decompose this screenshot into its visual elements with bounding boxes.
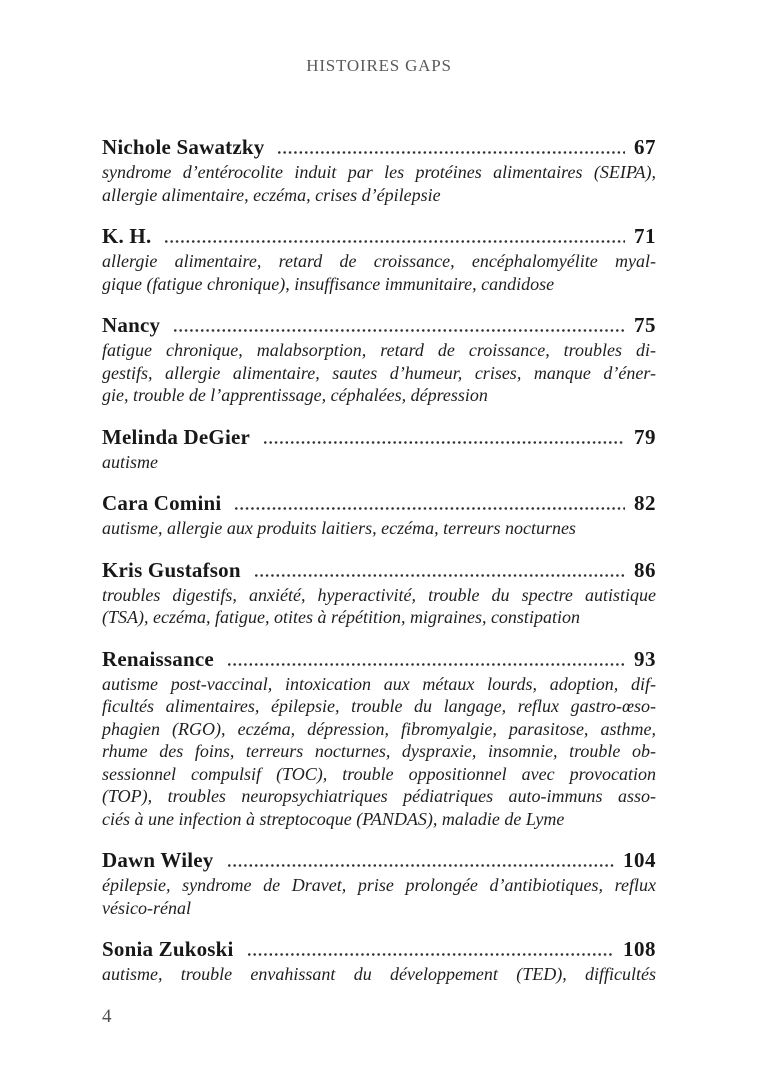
toc-entry-description (102, 161, 656, 206)
description-line: autisme, allergie aux produits laitiers, eczéma, terreurs nocturnes (102, 518, 576, 538)
toc-entry-description (102, 339, 656, 407)
description-line: gique (fatigue chronique), insuffisance immunitaire, candidose (102, 273, 555, 294)
description-line: allergie alimentaire, retard de croissance, encéphalomyélite myal- (102, 251, 656, 271)
toc-entry (102, 557, 656, 629)
toc-entry-description (102, 451, 656, 474)
toc-entry-page: 67 (634, 135, 656, 159)
toc-entry-page: 108 (623, 937, 656, 961)
toc-entry-name: Nancy (102, 313, 161, 337)
toc-entry-page: 79 (634, 424, 656, 449)
toc-entry-name: Cara Comini (102, 491, 222, 515)
toc-entry-title-row (102, 223, 656, 250)
description-line: rhume des foins, terreurs nocturnes, dyspraxie, insomnie, trouble ob- (102, 741, 656, 761)
description-line: gestifs, allergie alimentaire, sautes d’humeur, crises, manque d’éner- (102, 362, 656, 383)
dotted-leader (248, 953, 614, 956)
toc-entry-name: Nichole Sawatzky (102, 135, 265, 159)
description-line: (TOP), troubles neuropsychiatriques pédiatriques auto-immuns asso- (102, 786, 656, 806)
toc-entry-title-row (102, 312, 656, 339)
toc-entry-title-row (102, 847, 656, 874)
toc-entry-page: 82 (634, 491, 656, 515)
toc-entry-page: 104 (623, 848, 656, 872)
toc-entry-description (102, 517, 656, 540)
toc-entry-description (102, 963, 656, 986)
toc-entry-title-row (102, 557, 656, 584)
toc-entry-description (102, 584, 656, 629)
page-number: 4 (102, 1006, 112, 1027)
toc-entry (102, 936, 656, 986)
toc-entry-title-row (102, 424, 656, 451)
toc-entry-name: Kris Gustafson (102, 557, 241, 582)
toc-entry (102, 223, 656, 295)
toc-entry (102, 312, 656, 407)
description-line: ficultés alimentaires, épilepsie, trouble du langage, reflux gastro-œso- (102, 696, 656, 716)
description-line: allergie alimentaire, eczéma, crises d’épilepsie (102, 184, 441, 205)
description-line: troubles digestifs, anxiété, hyperactivité, trouble du spectre autistique (102, 584, 656, 605)
toc-entry-title-row (102, 646, 656, 673)
toc-entry-name: Sonia Zukoski (102, 937, 234, 961)
description-line: (TSA), eczéma, fatigue, otites à répétition, migraines, constipation (102, 607, 580, 627)
dotted-leader (228, 864, 615, 867)
toc-entry-title-row (102, 490, 656, 517)
toc-entry-title-row (102, 936, 656, 963)
toc-entry-page: 93 (634, 646, 656, 671)
toc-entry (102, 646, 656, 831)
description-line: autisme, trouble envahissant du développement (TED), difficultés (102, 964, 656, 984)
toc-entry (102, 490, 656, 540)
running-header: HISTOIRES GAPS (306, 56, 452, 75)
dotted-leader (174, 329, 625, 332)
toc-entry-name: Renaissance (102, 646, 214, 671)
description-line: ciés à une infection à streptocoque (PANDAS), maladie de Lyme (102, 808, 565, 829)
description-line: autisme post-vaccinal, intoxication aux métaux lourds, adoption, dif- (102, 673, 656, 694)
toc-list (102, 134, 656, 986)
book-page-content (102, 55, 656, 986)
toc-entry (102, 424, 656, 474)
toc-entry-name: K. H. (102, 224, 152, 248)
description-line: sessionnel compulsif (TOC), trouble oppositionnel avec provocation (102, 763, 656, 784)
toc-entry-description (102, 673, 656, 831)
toc-entry-description (102, 874, 656, 919)
dotted-leader (235, 507, 625, 510)
description-line: vésico-rénal (102, 897, 191, 918)
description-line: phagien (RGO), eczéma, dépression, fibromyalgie, parasitose, asthme, (102, 718, 656, 739)
toc-entry-name: Dawn Wiley (102, 848, 214, 872)
toc-entry (102, 134, 656, 206)
description-line: épilepsie, syndrome de Dravet, prise prolongée d’antibiotiques, reflux (102, 875, 656, 895)
dotted-leader (228, 663, 625, 666)
toc-entry-page: 71 (634, 224, 656, 248)
dotted-leader (278, 151, 625, 154)
description-line: autisme (102, 451, 158, 472)
toc-entry-page: 86 (634, 557, 656, 582)
description-line: fatigue chronique, malabsorption, retard de croissance, troubles di- (102, 340, 656, 360)
toc-entry-description (102, 250, 656, 295)
dotted-leader (165, 240, 625, 243)
dotted-leader (255, 574, 625, 577)
description-line: syndrome d’entérocolite induit par les protéines alimentaires (SEIPA), (102, 162, 656, 182)
description-line: gie, trouble de l’apprentissage, céphalées, dépression (102, 385, 488, 405)
toc-entry-title-row (102, 134, 656, 161)
dotted-leader (264, 441, 625, 444)
toc-entry-name: Melinda DeGier (102, 424, 251, 449)
toc-entry (102, 847, 656, 919)
toc-entry-page: 75 (634, 313, 656, 337)
